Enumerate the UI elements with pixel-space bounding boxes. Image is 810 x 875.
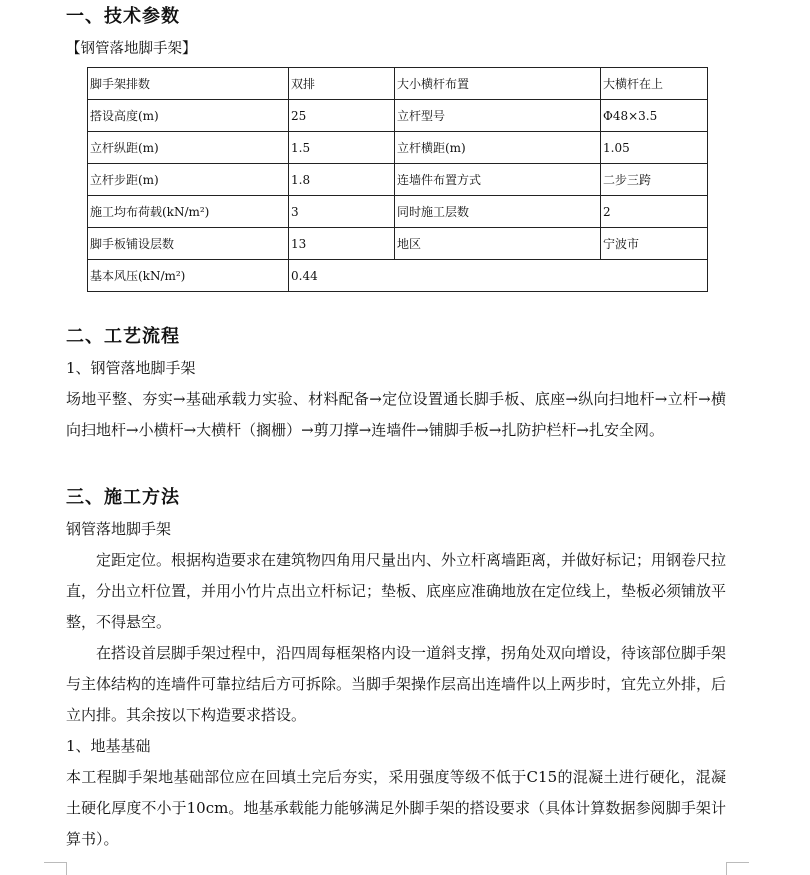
table-cell: 立杆横距(m) (395, 132, 601, 164)
table-cell: 立杆型号 (395, 100, 601, 132)
section-heading-1: 一、技术参数 (66, 6, 180, 27)
table-cell: 脚手架排数 (88, 68, 289, 100)
table-row (88, 196, 708, 228)
method-paragraph-2: 在搭设首层脚手架过程中，沿四周每框架格内设一道斜支撑，拐角处双向增设，待该部位脚手架与主体结构的连墙件可靠拉结后方可拆除。当脚手架操作层高出连墙件以上两步时，宜先立外排，后立内排。其余按以下构造要求搭设。 (66, 644, 727, 724)
foundation-item-title: 1、地基基础 (66, 737, 151, 755)
table-cell: 大横杆在上 (601, 68, 708, 100)
table-cell: 双排 (289, 68, 395, 100)
foundation-paragraph: 本工程脚手架地基础部位应在回填土完后夯实，采用强度等级不低于C15的混凝土进行硬化，混凝土硬化厚度不小于10cm。地基承载能力能够满足外脚手架的搭设要求（具体计算数据参阅脚手架计算书）。 (66, 768, 726, 848)
section-heading-3: 三、施工方法 (66, 487, 180, 508)
table-cell: 搭设高度(m) (88, 100, 289, 132)
table-cell: 1.5 (289, 132, 395, 164)
table-cell: 3 (289, 196, 395, 228)
table-row (88, 164, 708, 196)
table-row (88, 132, 708, 164)
table-cell: 0.44 (289, 260, 708, 292)
parameter-table (87, 67, 708, 292)
process-flow-text: 场地平整、夯实→基础承载力实验、材料配备→定位设置通长脚手板、底座→纵向扫地杆→立杆→横向扫地杆→小横杆→大横杆（搁栅）→剪刀撑→连墙件→铺脚手板→扎防护栏杆→扎安全网。 (66, 390, 726, 439)
method-paragraph-1: 定距定位。根据构造要求在建筑物四角用尺量出内、外立杆离墙距离，并做好标记；用钢卷尺拉直，分出立杆位置，并用小竹片点出立杆标记；垫板、底座应准确地放在定位线上，垫板必须铺放平整，不得悬空。 (66, 551, 727, 631)
process-item-title: 1、钢管落地脚手架 (66, 359, 196, 377)
table-cell: 1.05 (601, 132, 708, 164)
table-cell: 二步三跨 (601, 164, 708, 196)
table-cell: 地区 (395, 228, 601, 260)
table-cell: 1.8 (289, 164, 395, 196)
table-cell: 连墙件布置方式 (395, 164, 601, 196)
table-cell: 脚手板铺设层数 (88, 228, 289, 260)
table-cell: 立杆步距(m) (88, 164, 289, 196)
section-subtitle-1: 【钢管落地脚手架】 (66, 41, 197, 57)
page-corner-mark-right (726, 862, 749, 875)
section-heading-2: 二、工艺流程 (66, 326, 180, 347)
table-cell: 基本风压(kN/m²) (88, 260, 289, 292)
method-subtitle: 钢管落地脚手架 (66, 520, 172, 538)
table-cell: 立杆纵距(m) (88, 132, 289, 164)
page-corner-mark-left (44, 862, 67, 875)
table-cell: 2 (601, 196, 708, 228)
table-cell: 25 (289, 100, 395, 132)
table-cell: Φ48×3.5 (601, 100, 708, 132)
table-row (88, 100, 708, 132)
table-cell: 同时施工层数 (395, 196, 601, 228)
table-cell: 大小横杆布置 (395, 68, 601, 100)
table-cell: 施工均布荷载(kN/m²) (88, 196, 289, 228)
table-cell: 13 (289, 228, 395, 260)
table-cell: 宁波市 (601, 228, 708, 260)
table-row (88, 228, 708, 260)
table-row (88, 260, 708, 292)
table-row (88, 68, 708, 100)
